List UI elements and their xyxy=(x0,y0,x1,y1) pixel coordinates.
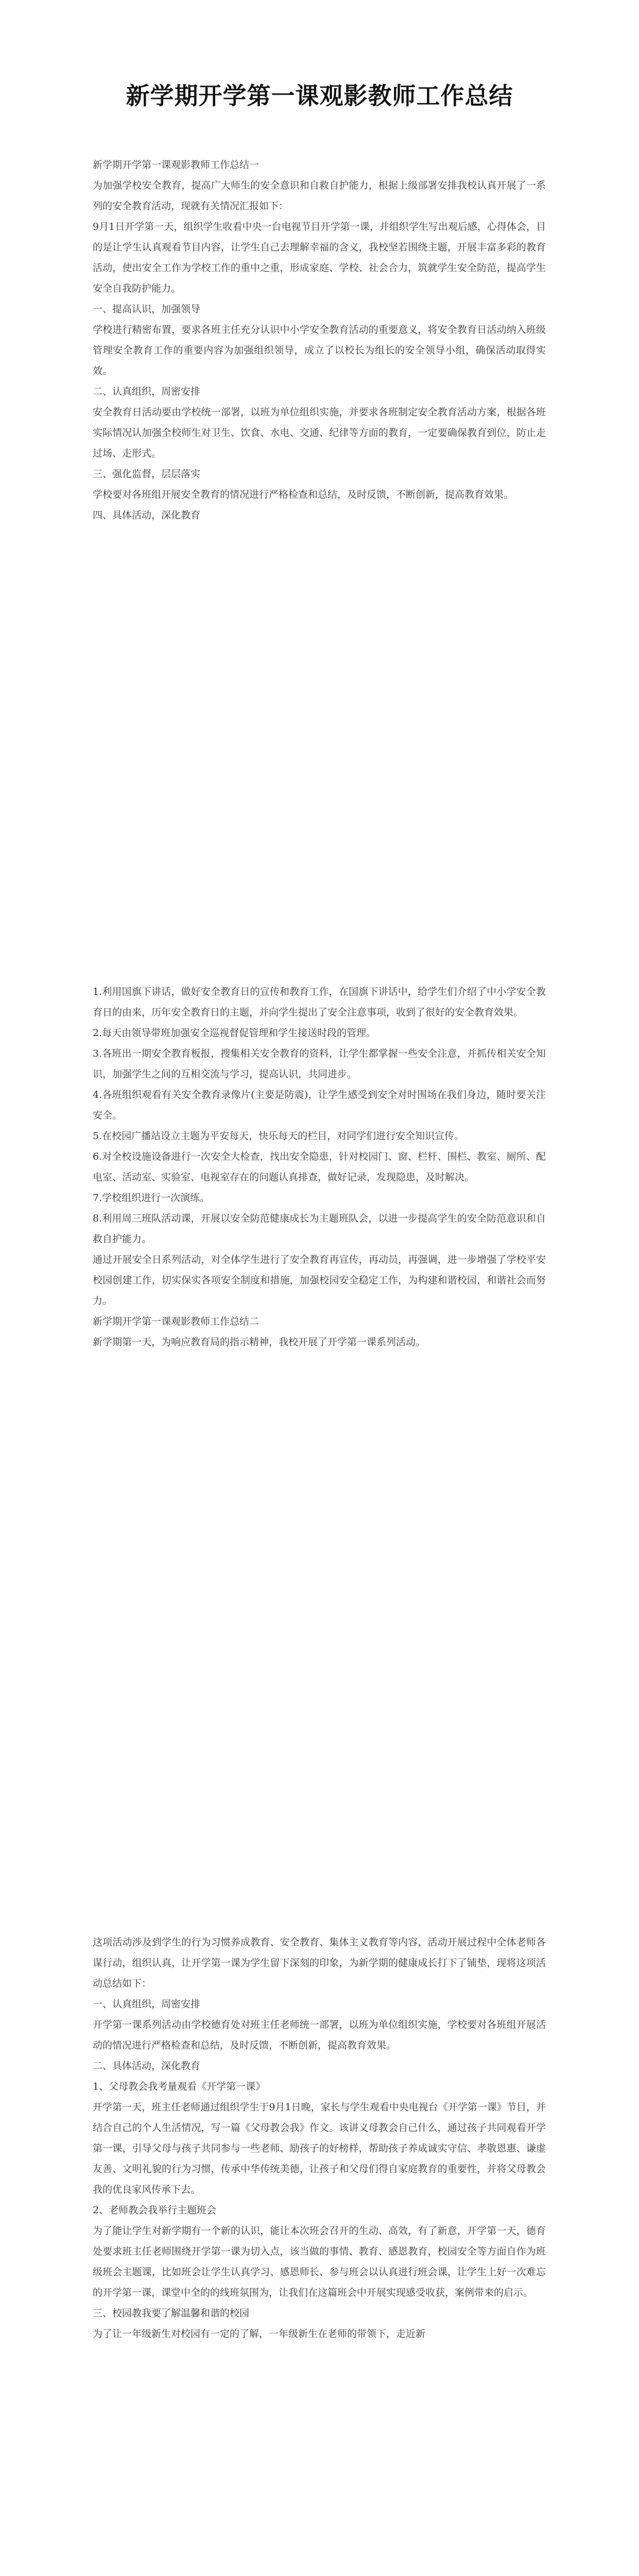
heading: 一、认真组织，周密安排 xyxy=(93,1998,201,2010)
subtitle: 新学期开学第一课观影教师工作总结二 xyxy=(93,1316,260,1327)
paragraph: 为加强学校安全教育，提高广大师生的安全意识和自救自护能力，根据上级部署安排我校认真开展了一系列的安全教育活动，现就有关情况汇报如下： xyxy=(93,180,546,212)
paragraph: 新学期开学第一课观影教师工作总结一 xyxy=(93,159,260,171)
document-title: 新学期开学第一课观影教师工作总结 xyxy=(126,82,513,110)
paragraph: 学校要对各班组开展安全教育的情况进行严格检查和总结，及时反馈，不断创新，提高教育效果。 xyxy=(93,489,514,500)
heading: 二、具体活动，深化教育 xyxy=(93,2060,201,2072)
subheading: 1、父母教会我考量观看《开学第一课》 xyxy=(93,2081,266,2092)
paragraph: 1.利用国旗下讲话，做好安全教育日的宣传和教育工作，在国旗下讲话中，给学生们介绍了中小学安全教育日的由来，历年安全教育日的主题，并向学生提出了安全注意事项，收到了很好的安全教育效果。 xyxy=(93,986,546,1018)
paragraph: 开学第一天，班主任老师通过组织学生于9月1日晚，家长与学生观看中央电视台《开学第一课》节目，并结合自己的个人生活情况，写一篇《父母教会我》作文。该讲义母教会自己什么，通过孩子共同观看开学第一课，引导父母与孩子共同参与一些老师、励孩子的好榜样，帮助孩子养成诚实守信、孝敬恩惠、谦虚友善、文明礼貌的行为习惯，传承中华传统美德，让孩子和父母们得自家庭教育的重要性，并将父母教会我的优良家风传承下去。 xyxy=(93,2102,546,2195)
heading: 三、强化监督，层层落实 xyxy=(93,468,201,480)
paragraph: 学校进行精密布置，要求各班主任充分认识中小学安全教育活动的重要意义，将安全教育日活动纳入班级管理安全教育工作的重要内容为加强组织领导，成立了以校长为组长的安全领导小组，确保活动取得实效。 xyxy=(93,324,546,377)
paragraph: 这项活动涉及到学生的行为习惯养成教育、安全教育、集体主义教育等内容，活动开展过程中全体老师各谋行动，组织认真，让开学第一课为学生留下深刻的印象，为新学期的健康成长打下了铺垫，现将这项活动总结如下： xyxy=(93,1937,546,1989)
paragraph: 8.利用周三班队活动课，开展以安全防范健康成长为主题班队会，以进一步提高学生的安全防范意识和自救自护能力。 xyxy=(93,1213,546,1245)
paragraph: 9月1日开学第一天，组织学生收看中央一台电视节目开学第一课，并组织学生写出观后感，心得体会，目的是让学生认真观看节目内容，让学生自己去理解幸福的含义，我校坚若围绕主题，开展丰富多彩的教育活动，使出安全工作为学校工作的重中之重，形成家庭、学校、社会合力，筑就学生安全防范，提高学生安全自我防护能力。 xyxy=(93,221,546,294)
heading: 二、认真组织，周密安排 xyxy=(93,386,201,397)
paragraph: 开学第一课系列活动由学校德育处对班主任老师统一部署，以班为单位组织实施，学校要对各班组开展活动的情况进行严格检查和总结，及时反馈，不断创新，提高教育效果。 xyxy=(93,2019,546,2051)
paragraph: 为了让一年级新生对校园有一定的了解，一年级新生在老师的带领下，走近新 xyxy=(93,2328,426,2340)
paragraph: 6.对全校设施设备进行一次安全大检查，找出安全隐患，针对校园门、窗、栏杆、围栏、教室、厕所、配电室、活动室、实验室、电视室存在的问题认真排查，做好记录，发现隐患，及时解决。 xyxy=(93,1151,546,1183)
section-part3 xyxy=(93,1932,546,2344)
paragraph: 2.每天由领导带班加强安全巡视督促管理和学生接送时段的管理。 xyxy=(93,1027,376,1039)
paragraph: 安全教育日活动要由学校统一部署，以班为单位组织实施，并要求各班制定安全教育活动方案，根据各班实际情况认加强全校师生对卫生、饮食、水电、交通、纪律等方面的教育，一定要确保教育到位，防止走过场、走形式。 xyxy=(93,406,546,459)
paragraph: 7.学校组织进行一次演练。 xyxy=(93,1192,210,1204)
subheading: 2、老师教会我举行主题班会 xyxy=(93,2205,217,2216)
paragraph: 新学期第一天，为响应教育局的指示精神，我校开展了开学第一课系列活动。 xyxy=(93,1336,426,1348)
paragraph: 3.各班出一期安全教育板报，搜集相关安全教育的资料，让学生都掌握一些安全注意，并抓传相关安全知识，加强学生之间的互相交流与学习，提高认识，共同进步。 xyxy=(93,1048,546,1080)
heading: 四、具体活动，深化教育 xyxy=(93,510,201,521)
paragraph: 为了能让学生对新学期有一个新的认识，能让本次班会召开的生动、高效，有了新意，开学第一天，德育处要求班主任老师围绕开学第一课为切入点，该当做的事情、教育、感恩教育，校园安全等方面自作为班级班会主题课，比如班会让学生认真学习、感恩师长、参与班会以认真进行班会课，让学生上好一次难忘的开学第一课，课堂中全的的线班氛围为，让我们在这篇班会中开展实现感受收获，案例带来的启示。 xyxy=(93,2225,546,2298)
paragraph: 4.各班组织观看有关安全教育录像片(主要是防震)，让学生感受到安全对时围场在我们身边，随时要关注安全。 xyxy=(93,1089,546,1121)
heading: 三、校园教我要了解温馨和谐的校园 xyxy=(93,2308,250,2319)
heading: 一、提高认识，加强领导 xyxy=(93,303,201,315)
section-part1 xyxy=(93,155,546,526)
section-part2 xyxy=(93,981,546,1352)
paragraph: 5.在校园广播站设立主题为平安每天，快乐每天的栏目，对同学们进行安全知识宣传。 xyxy=(93,1130,464,1142)
paragraph: 通过开展安全日系列活动，对全体学生进行了安全教育再宣传，再动员，再强调，进一步增强了学校平安校园创建工作，切实保实各项安全制度和措施，加强校园安全稳定工作，为构建和谐校园，和谐社会而努力。 xyxy=(93,1254,546,1307)
